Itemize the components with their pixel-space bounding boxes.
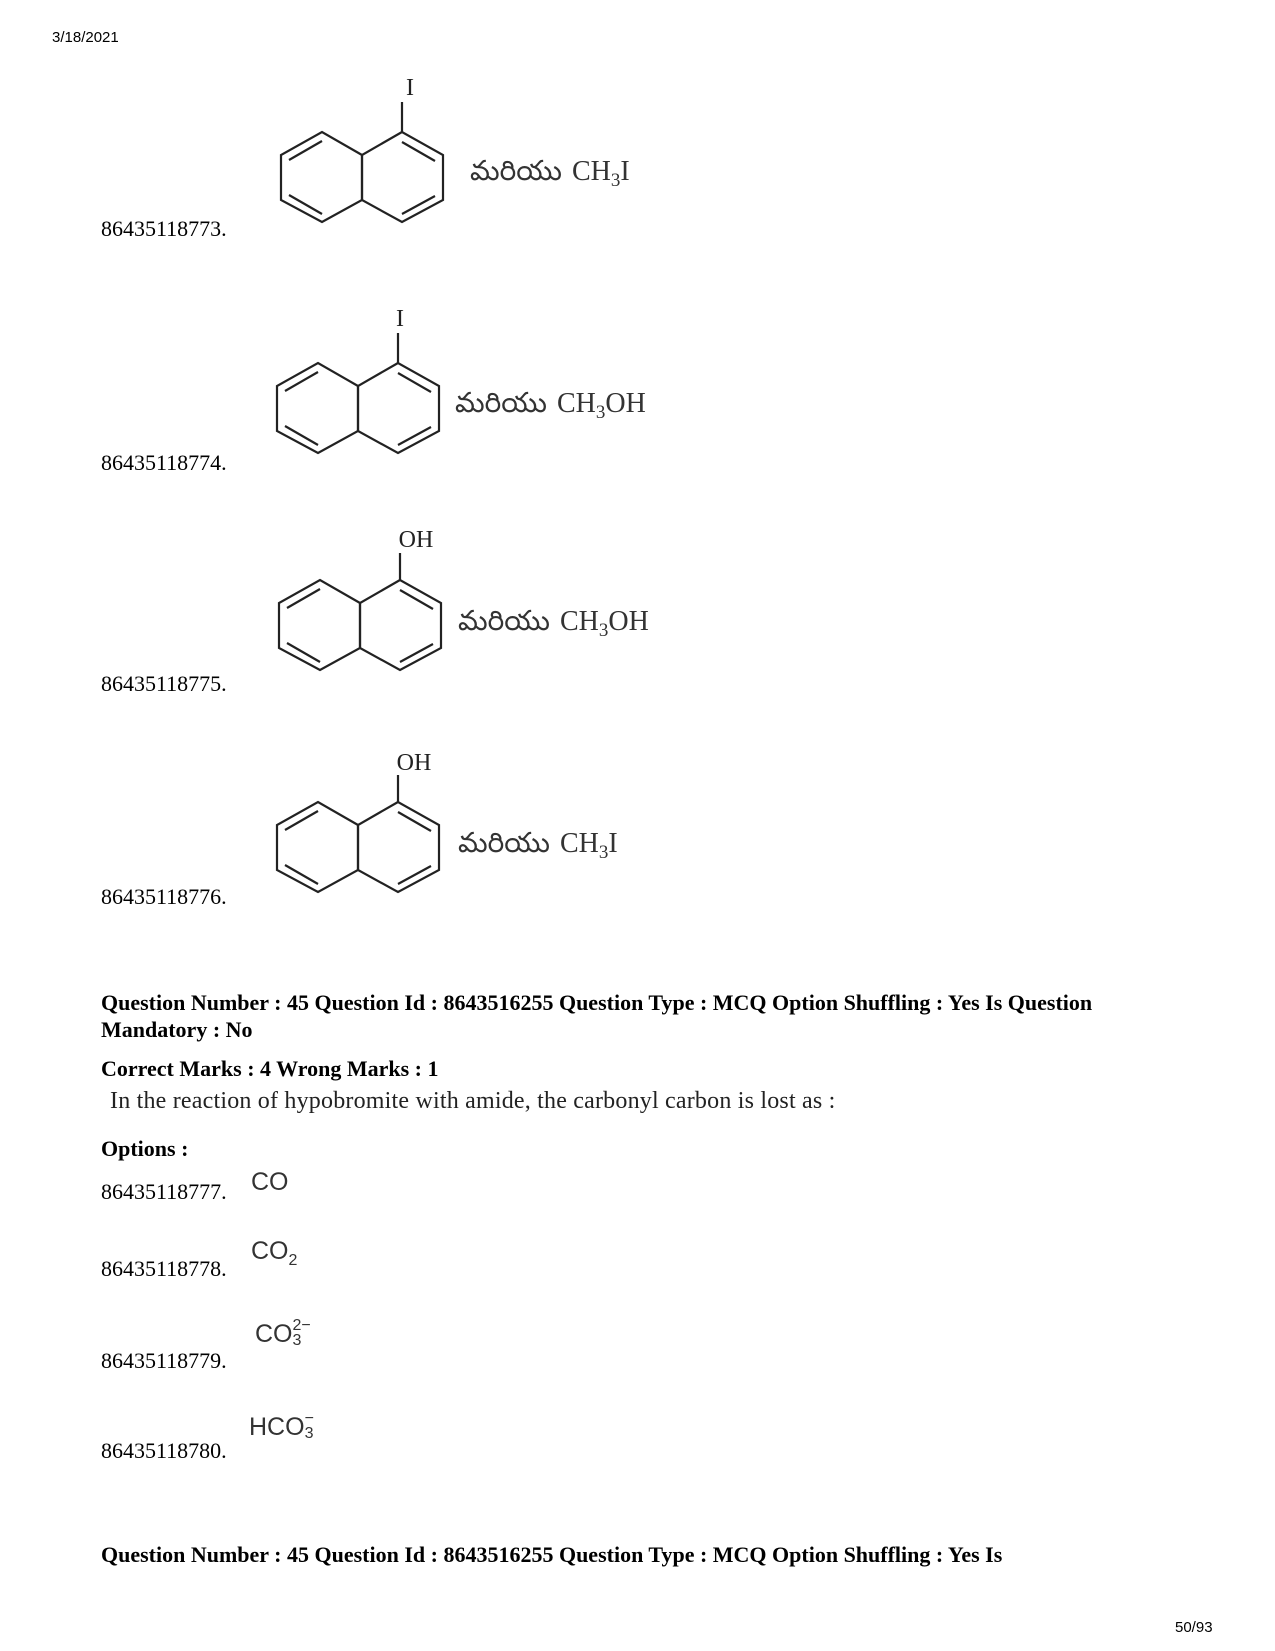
option-id: 86435118778. [101,1256,227,1281]
option-id: 86435118773. [101,216,227,241]
svg-text:I: I [396,306,404,332]
option-id: 86435118777. [101,1179,227,1204]
option-id: 86435118780. [101,1438,227,1463]
connector-text: మరియు [470,156,562,187]
option-id: 86435118779. [101,1348,227,1373]
question-text: In the reaction of hypobromite with amide, the carbonyl carbon is lost as : [110,1088,836,1114]
naphthalene-ring-a [362,132,443,222]
svg-text:మరియుCH3OH: మరియు $CH_3OH$ [458,606,649,641]
svg-text:OH: OH [396,750,432,776]
options-label: Options : [101,1136,189,1161]
substituent-label: I [406,75,414,101]
next-question-meta: Question Number : 45 Question Id : 8643516255 Question Type : MCQ Option Shuffling : Yes Is [101,1542,1003,1567]
question-marks: Correct Marks : 4 Wrong Marks : 1 [101,1056,439,1081]
svg-text:మరియుCH3I: మరియు $CH_3I$ [470,156,630,191]
svg-text:మరియుCH3OH: మరియు $CH_3OH$ [455,388,646,423]
svg-text:OH: OH [398,527,434,553]
print-date: 3/18/2021 [52,29,119,46]
option-id: 86435118775. [101,671,227,696]
option-formula: HCO − 3 [249,1410,314,1443]
page-number: 50/93 [1175,1619,1213,1636]
option-formula: CO [251,1168,289,1196]
question-meta: Question Number : 45 Question Id : 8643516255 Question Type : MCQ Option Shuffling : Yes Is Question Mandatory : No [101,990,1093,1042]
structure-1-naphthol-ch3i [250,745,670,915]
structure-1-naphthol-ch3oh [250,520,670,690]
svg-text:మరియుCH3I: మరియు $CH_3I$ [458,828,618,863]
option-formula: $CO_2$ [251,1237,298,1269]
structure-1-iodonaphthalene-ch3oh [250,300,670,470]
option-id: 86435118774. [101,450,227,475]
option-id: 86435118776. [101,884,227,909]
naphthalene-ring-b [281,132,362,222]
structure-1-iodonaphthalene-ch3i [250,70,670,240]
option-formula: CO 2− 3 [255,1317,311,1350]
